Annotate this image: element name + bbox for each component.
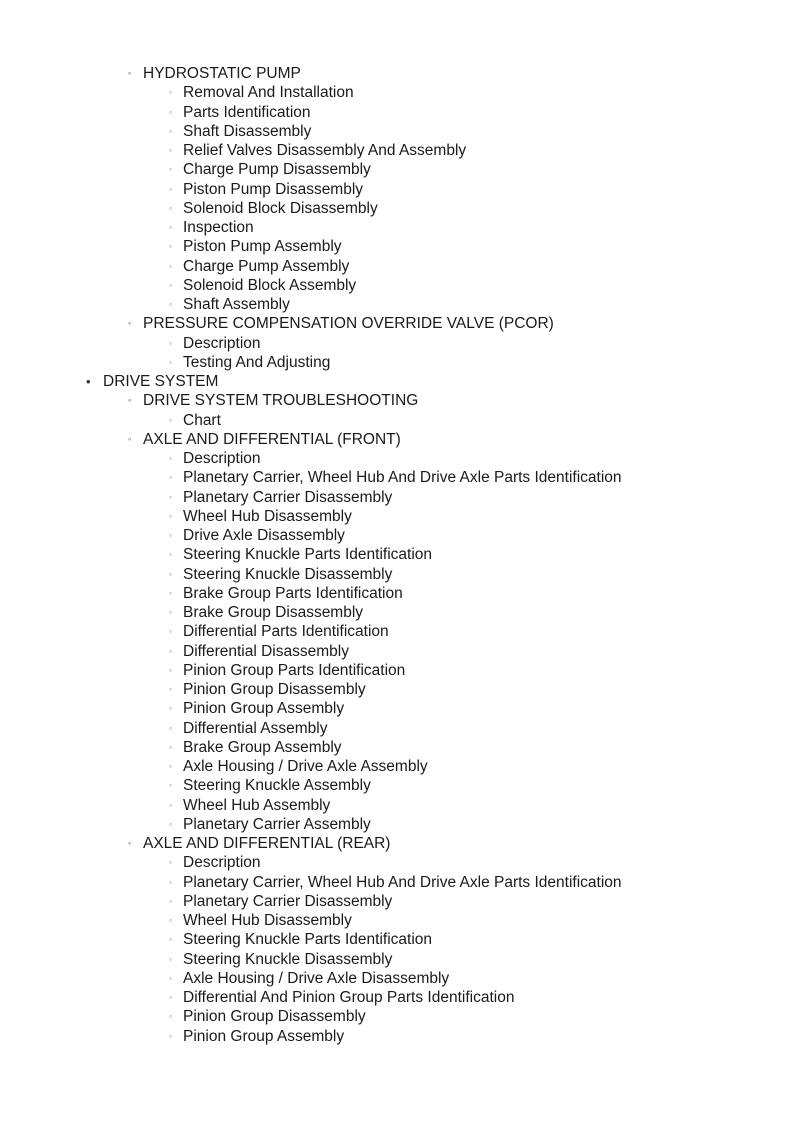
- topic-item: [0, 873, 794, 892]
- item-label: Wheel Hub Disassembly: [183, 507, 352, 525]
- item-label: Pinion Group Assembly: [183, 700, 345, 718]
- item-label: Drive Axle Disassembly: [183, 527, 345, 544]
- item-label: Planetary Carrier, Wheel Hub And Drive Axle Parts Identification: [183, 469, 622, 487]
- topic-item: [0, 853, 794, 872]
- topic-item: [0, 83, 794, 102]
- topic-item: [0, 1027, 794, 1046]
- item-label: Differential Assembly: [183, 719, 328, 737]
- subsection-item: [0, 64, 794, 83]
- bullet-square-icon: ▫: [169, 184, 172, 194]
- bullet-square-icon: ▫: [169, 550, 172, 560]
- bullet-square-icon: ▫: [169, 454, 172, 463]
- bullet-circle-icon: ◦: [128, 318, 132, 329]
- topic-item: [0, 353, 794, 372]
- topic-item: [0, 642, 794, 661]
- bullet-square-icon: ▫: [169, 473, 172, 483]
- item-label: Chart: [183, 411, 221, 429]
- item-label: DRIVE SYSTEM TROUBLESHOOTING: [143, 392, 419, 410]
- topic-item: [0, 988, 794, 1007]
- item-label: Differential Parts Identification: [183, 623, 389, 641]
- subsection-item: [0, 430, 794, 449]
- topic-item: [0, 661, 794, 680]
- subsection-item: [0, 391, 794, 410]
- item-label: Axle Housing / Drive Axle Assembly: [183, 758, 428, 775]
- bullet-square-icon: ▫: [169, 608, 172, 617]
- topic-item: [0, 892, 794, 911]
- bullet-square-icon: ▫: [169, 896, 172, 906]
- topic-item: [0, 257, 794, 276]
- bullet-square-icon: ▫: [169, 627, 172, 637]
- bullet-square-icon: ▫: [169, 1012, 172, 1022]
- item-label: Planetary Carrier Assembly: [183, 815, 371, 833]
- topic-item: [0, 334, 794, 353]
- bullet-circle-icon: ◦: [128, 433, 132, 444]
- item-label: Description: [183, 854, 261, 872]
- item-label: Shaft Assembly: [183, 296, 290, 313]
- section-item: [0, 372, 794, 391]
- topic-item: [0, 776, 794, 795]
- item-label: Axle Housing / Drive Axle Disassembly: [183, 969, 450, 987]
- item-label: Pinion Group Parts Identification: [183, 661, 406, 679]
- item-label: Description: [183, 450, 261, 467]
- bullet-square-icon: ▫: [169, 261, 172, 271]
- topic-item: [0, 680, 794, 699]
- item-label: Shaft Disassembly: [183, 122, 312, 140]
- item-label: Charge Pump Disassembly: [183, 161, 371, 179]
- bullet-square-icon: ▫: [169, 819, 172, 829]
- bullet-square-icon: ▫: [169, 781, 172, 791]
- bullet-square-icon: ▫: [169, 492, 172, 502]
- bullet-square-icon: ▫: [169, 742, 172, 752]
- topic-item: [0, 815, 794, 834]
- topic-item: [0, 622, 794, 641]
- bullet-disc-icon: •: [86, 374, 91, 389]
- topic-item: [0, 699, 794, 718]
- bullet-square-icon: ▫: [169, 877, 172, 887]
- topic-item: [0, 295, 794, 314]
- topic-item: [0, 180, 794, 199]
- item-label: DRIVE SYSTEM: [103, 373, 219, 390]
- bullet-square-icon: ▫: [169, 704, 172, 714]
- item-label: Steering Knuckle Parts Identification: [183, 546, 432, 564]
- bullet-square-icon: ▫: [169, 223, 172, 232]
- topic-item: [0, 218, 794, 237]
- bullet-square-icon: ▫: [169, 762, 172, 771]
- bullet-square-icon: ▫: [169, 146, 172, 155]
- item-label: HYDROSTATIC PUMP: [143, 65, 301, 82]
- item-label: Removal And Installation: [183, 84, 354, 102]
- item-label: Pinion Group Assembly: [183, 1027, 345, 1045]
- topic-item: [0, 911, 794, 930]
- item-label: Solenoid Block Assembly: [183, 276, 357, 294]
- item-label: Pinion Group Disassembly: [183, 1008, 366, 1026]
- bullet-square-icon: ▫: [169, 280, 172, 290]
- bullet-square-icon: ▫: [169, 858, 172, 868]
- topic-item: [0, 160, 794, 179]
- topic-item: [0, 930, 794, 949]
- topic-item: [0, 738, 794, 757]
- bullet-square-icon: ▫: [169, 165, 172, 175]
- item-label: Steering Knuckle Disassembly: [183, 950, 393, 968]
- item-label: AXLE AND DIFFERENTIAL (REAR): [143, 835, 391, 852]
- item-label: Wheel Hub Assembly: [183, 796, 331, 814]
- item-label: Solenoid Block Disassembly: [183, 199, 378, 217]
- item-label: Inspection: [183, 219, 254, 236]
- topic-item: [0, 969, 794, 988]
- topic-item: [0, 507, 794, 526]
- topic-item: [0, 141, 794, 160]
- bullet-square-icon: ▫: [169, 203, 172, 213]
- topic-item: [0, 757, 794, 776]
- item-label: Steering Knuckle Parts Identification: [183, 931, 432, 949]
- table-of-contents: [0, 64, 794, 1046]
- item-label: Steering Knuckle Assembly: [183, 777, 371, 795]
- topic-item: [0, 488, 794, 507]
- topic-item: [0, 103, 794, 122]
- item-label: Planetary Carrier Disassembly: [183, 892, 393, 910]
- item-label: Relief Valves Disassembly And Assembly: [183, 142, 467, 159]
- item-label: Piston Pump Assembly: [183, 238, 342, 256]
- item-label: Brake Group Parts Identification: [183, 584, 403, 602]
- topic-item: [0, 1007, 794, 1026]
- item-label: Description: [183, 334, 261, 352]
- bullet-square-icon: ▫: [169, 935, 172, 945]
- item-label: PRESSURE COMPENSATION OVERRIDE VALVE (PCOR): [143, 315, 554, 333]
- item-label: Planetary Carrier, Wheel Hub And Drive Axle Parts Identification: [183, 873, 622, 891]
- bullet-square-icon: ▫: [169, 242, 172, 252]
- item-label: Piston Pump Disassembly: [183, 180, 364, 198]
- subsection-item: [0, 314, 794, 333]
- bullet-square-icon: ▫: [169, 357, 172, 367]
- topic-item: [0, 122, 794, 141]
- bullet-circle-icon: ◦: [128, 395, 132, 406]
- topic-item: [0, 719, 794, 738]
- bullet-square-icon: ▫: [169, 88, 172, 98]
- bullet-circle-icon: ◦: [128, 838, 132, 848]
- bullet-square-icon: ▫: [169, 415, 172, 425]
- item-label: Differential Disassembly: [183, 642, 349, 660]
- item-label: Differential And Pinion Group Parts Identification: [183, 989, 515, 1006]
- item-label: Brake Group Disassembly: [183, 604, 364, 621]
- item-label: Wheel Hub Disassembly: [183, 912, 352, 929]
- topic-item: [0, 545, 794, 564]
- item-label: Brake Group Assembly: [183, 738, 342, 756]
- bullet-square-icon: ▫: [169, 646, 172, 656]
- topic-item: [0, 796, 794, 815]
- topic-item: [0, 603, 794, 622]
- topic-item: [0, 411, 794, 430]
- bullet-circle-icon: ◦: [128, 68, 132, 78]
- topic-item: [0, 584, 794, 603]
- bullet-square-icon: ▫: [169, 973, 172, 983]
- bullet-square-icon: ▫: [169, 723, 172, 733]
- bullet-square-icon: ▫: [169, 993, 172, 1002]
- bullet-square-icon: ▫: [169, 588, 172, 598]
- bullet-square-icon: ▫: [169, 511, 172, 521]
- item-label: Charge Pump Assembly: [183, 257, 350, 275]
- bullet-square-icon: ▫: [169, 1031, 172, 1041]
- bullet-square-icon: ▫: [169, 954, 172, 964]
- topic-item: [0, 565, 794, 584]
- item-label: Parts Identification: [183, 103, 311, 121]
- item-label: Planetary Carrier Disassembly: [183, 488, 393, 506]
- topic-item: [0, 276, 794, 295]
- topic-item: [0, 950, 794, 969]
- bullet-square-icon: ▫: [169, 107, 172, 117]
- topic-item: [0, 468, 794, 487]
- subsection-item: [0, 834, 794, 853]
- bullet-square-icon: ▫: [169, 300, 172, 309]
- item-label: Steering Knuckle Disassembly: [183, 565, 393, 583]
- topic-item: [0, 237, 794, 256]
- item-label: Testing And Adjusting: [183, 353, 331, 371]
- bullet-square-icon: ▫: [169, 126, 172, 136]
- bullet-square-icon: ▫: [169, 531, 172, 540]
- item-label: Pinion Group Disassembly: [183, 681, 366, 698]
- topic-item: [0, 526, 794, 545]
- topic-item: [0, 199, 794, 218]
- bullet-square-icon: ▫: [169, 916, 172, 925]
- topic-item: [0, 449, 794, 468]
- bullet-square-icon: ▫: [169, 665, 172, 675]
- item-label: AXLE AND DIFFERENTIAL (FRONT): [143, 430, 401, 448]
- bullet-square-icon: ▫: [169, 338, 172, 348]
- bullet-square-icon: ▫: [169, 569, 172, 579]
- bullet-square-icon: ▫: [169, 685, 172, 694]
- bullet-square-icon: ▫: [169, 800, 172, 810]
